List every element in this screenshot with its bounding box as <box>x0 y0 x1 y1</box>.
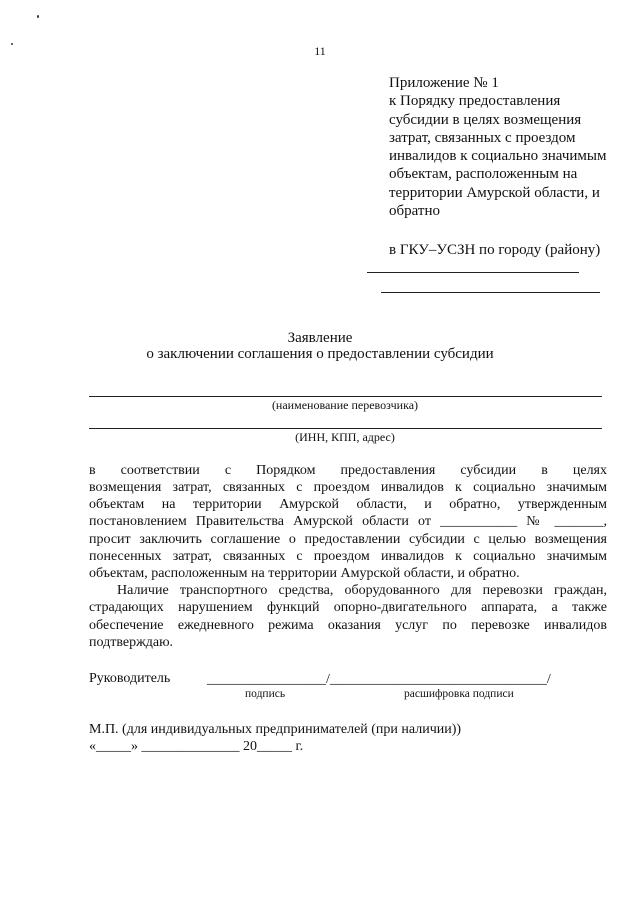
paragraph-line: объектам на территории Амурской области, и обратно, утвержденным <box>89 497 607 512</box>
appendix-line: субсидии в целях возмещения <box>389 111 582 128</box>
appendix-line: обратно <box>389 203 440 220</box>
appendix-block <box>389 74 634 220</box>
appendix-line: инвалидов к социально значимым <box>389 148 607 165</box>
signer-label: Руководитель <box>89 671 171 686</box>
paragraph-line: подтверждаю. <box>89 635 174 650</box>
appendix-line: к Порядку предоставления <box>389 93 561 110</box>
paragraph-line: постановлением Правительства Амурской области от ___________ № _______, <box>89 514 607 529</box>
signature-decode-caption: расшифровка подписи <box>404 688 514 700</box>
document-subtitle: о заключении соглашения о предоставлении субсидии <box>146 346 494 362</box>
paragraph-line: страдающих нарушением функций опорно-двигательного аппарата, а также <box>89 600 607 615</box>
stamp-note: М.П. (для индивидуальных предпринимателей (при наличии)) <box>89 722 462 737</box>
requisites-line <box>89 428 602 429</box>
paragraph-line: обеспечение ежедневного режима оказания услуг по перевозке инвалидов <box>89 618 607 633</box>
appendix-line: объектам, расположенным на <box>389 166 578 183</box>
document-title: Заявление <box>287 330 353 346</box>
paragraph-line: Наличие транспортного средства, оборудованного для перевозки граждан, <box>117 583 607 598</box>
carrier-name-line <box>89 396 602 397</box>
paragraph-line: объектам, расположенным на территории Амурской области, и обратно. <box>89 566 520 581</box>
addressee-line-2 <box>381 292 600 293</box>
signature-line: _________________/_______________________________/ <box>207 672 551 687</box>
scan-speck <box>37 15 39 18</box>
paragraph-line: просит заключить соглашение о предоставлении субсидии с целью возмещения <box>89 532 607 547</box>
paragraph-line: возмещения затрат, связанных с проездом инвалидов к социально значимым <box>89 480 607 495</box>
appendix-line: затрат, связанных с проездом <box>389 129 576 146</box>
appendix-line: территории Амурской области, и <box>389 184 600 201</box>
carrier-caption: (наименование перевозчика) <box>271 398 419 412</box>
page-number: 11 <box>314 44 326 58</box>
appendix-line: Приложение № 1 <box>389 75 499 91</box>
signature-caption: подпись <box>245 688 286 700</box>
paragraph-line: понесенных затрат, связанных с проездом инвалидов к социально значимым <box>89 549 607 564</box>
date-line: «_____» ______________ 20_____ г. <box>89 739 304 754</box>
paragraph-line: в соответствии с Порядком предоставления субсидии в целях <box>89 463 607 478</box>
addressee-line-1 <box>367 272 579 273</box>
addressee: в ГКУ–УСЗН по городу (району) <box>389 242 601 258</box>
requisites-caption: (ИНН, КПП, адрес) <box>295 430 395 444</box>
